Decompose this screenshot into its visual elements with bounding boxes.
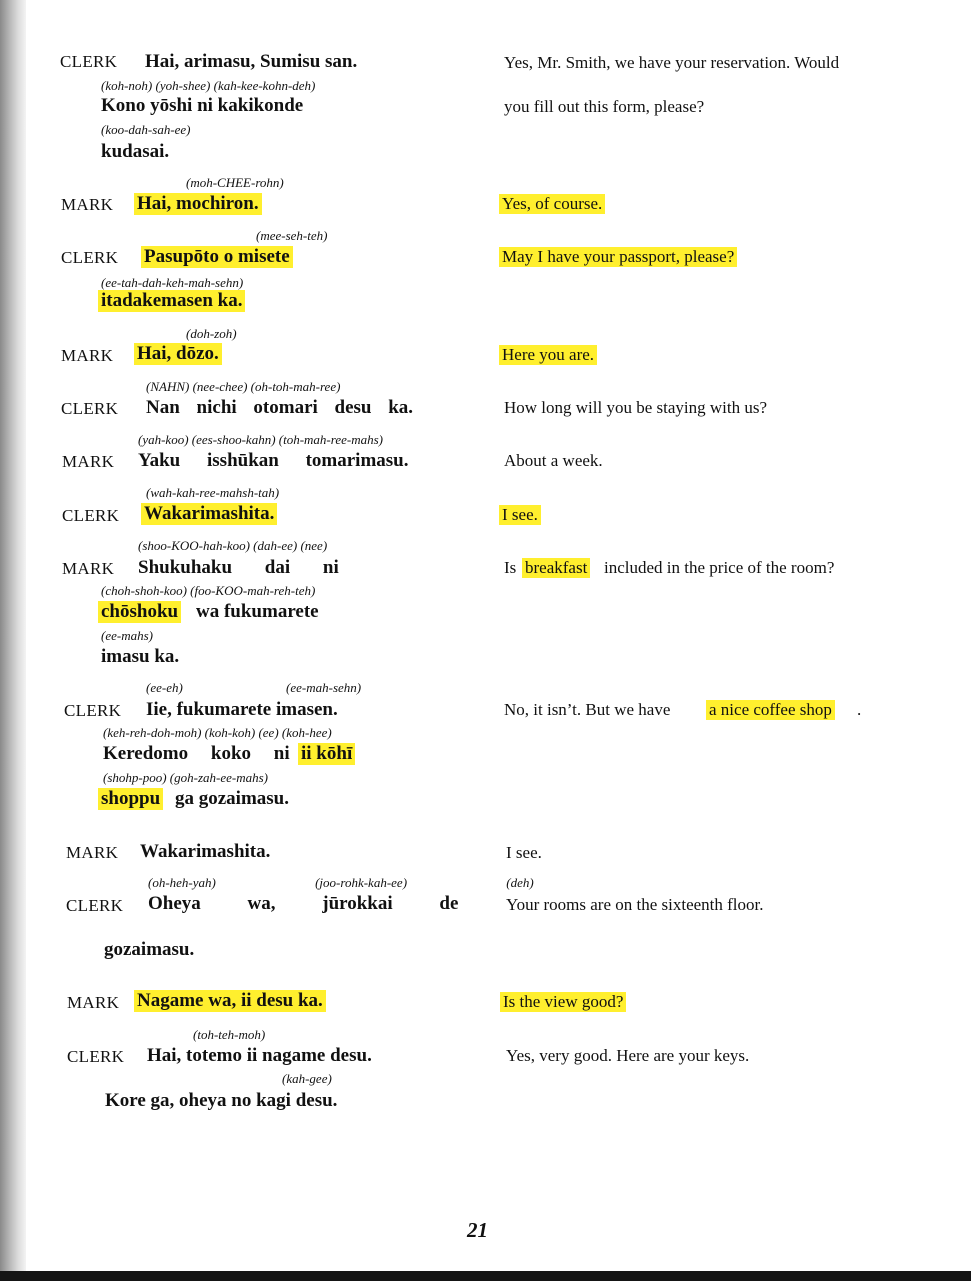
page-number: 21 (467, 1218, 488, 1242)
english-translation: Is (504, 558, 517, 577)
pronunciation-guide: (kah-gee) (282, 1071, 332, 1086)
pronunciation-guide: (moh-CHEE-rohn) (186, 175, 284, 190)
english-translation: . (857, 700, 862, 719)
speaker-label: CLERK (67, 1047, 125, 1066)
english-translation-highlighted: a nice coffee shop (706, 700, 835, 720)
japanese-line-highlighted: shoppu (98, 788, 163, 810)
pronunciation-guide: (ee-tah-dah-keh-mah-sehn) (101, 275, 244, 290)
pronunciation-guide: (shoo-KOO-hah-koo) (dah-ee) (nee) (138, 538, 328, 553)
speaker-label: MARK (62, 452, 115, 471)
speaker-label: MARK (62, 559, 115, 578)
japanese-line: Wakarimashita. (140, 841, 271, 862)
pronunciation-guide: (keh-reh-doh-moh) (koh-koh) (ee) (koh-hee) (103, 725, 332, 740)
english-translation: No, it isn’t. But we have (504, 700, 671, 719)
pronunciation-guide: (NAHN) (nee-chee) (oh-toh-mah-ree) (146, 379, 341, 394)
pronunciation-guide: (oh-heh-yah) (joo-rohk-kah-ee) (deh) (148, 875, 534, 890)
speaker-label: CLERK (61, 399, 119, 418)
japanese-line-highlighted: Hai, mochiron. (134, 193, 262, 215)
english-translation: you fill out this form, please? (504, 97, 705, 116)
english-translation: Yes, Mr. Smith, we have your reservation. Would (504, 53, 840, 72)
pronunciation-guide: (koh-noh) (yoh-shee) (kah-kee-kohn-deh) (101, 78, 316, 93)
english-translation-highlighted: Yes, of course. (499, 194, 605, 214)
pronunciation-guide: (choh-shoh-koo) (foo-KOO-mah-reh-teh) (101, 583, 316, 598)
english-translation-highlighted: Is the view good? (500, 992, 626, 1012)
english-translation-highlighted: I see. (499, 505, 541, 525)
english-translation: How long will you be staying with us? (504, 398, 768, 417)
japanese-line-highlighted: ii kōhī (298, 743, 355, 765)
pronunciation-guide: (toh-teh-moh) (193, 1027, 266, 1042)
speaker-label: MARK (67, 993, 120, 1012)
english-translation-highlighted: breakfast (522, 558, 590, 578)
speaker-label: CLERK (60, 52, 118, 71)
english-translation: included in the price of the room? (604, 558, 835, 577)
pronunciation-guide: (koo-dah-sah-ee) (101, 122, 191, 137)
english-translation-highlighted: May I have your passport, please? (499, 247, 737, 267)
english-translation: I see. (506, 843, 542, 862)
speaker-label: MARK (61, 346, 114, 365)
japanese-line: kudasai. (101, 141, 170, 162)
english-translation: Yes, very good. Here are your keys. (506, 1046, 750, 1065)
japanese-line-highlighted: Pasupōto o misete (141, 246, 293, 268)
japanese-line: imasu ka. (101, 646, 180, 667)
japanese-line: Oheya wa, jūrokkai de (148, 893, 459, 914)
pronunciation-guide: (ee-mahs) (101, 628, 153, 643)
english-translation: About a week. (504, 451, 603, 470)
japanese-line: gozaimasu. (104, 939, 195, 960)
japanese-line: Kono yōshi ni kakikonde (101, 95, 304, 116)
japanese-line-highlighted: Hai, dōzo. (134, 343, 222, 365)
pronunciation-guide: (yah-koo) (ees-shoo-kahn) (toh-mah-ree-mahs) (138, 432, 383, 447)
japanese-line: Iie, fukumarete imasen. (146, 699, 338, 720)
japanese-line-highlighted: Wakarimashita. (141, 503, 277, 525)
japanese-line: ga gozaimasu. (175, 788, 289, 809)
scan-bottom-edge (0, 1271, 971, 1281)
speaker-label: CLERK (61, 248, 119, 267)
japanese-line: wa fukumarete (196, 601, 319, 622)
pronunciation-guide: (doh-zoh) (186, 326, 237, 341)
english-translation: Your rooms are on the sixteenth floor. (506, 895, 764, 914)
japanese-line: Hai, arimasu, Sumisu san. (145, 51, 358, 72)
speaker-label: CLERK (62, 506, 120, 525)
japanese-line-highlighted: chōshoku (98, 601, 181, 623)
japanese-line-highlighted: Nagame wa, ii desu ka. (134, 990, 326, 1012)
japanese-line: Yaku isshūkan tomarimasu. (138, 450, 409, 471)
pronunciation-guide: (mee-seh-teh) (256, 228, 328, 243)
japanese-line: Kore ga, oheya no kagi desu. (105, 1090, 338, 1111)
japanese-line: Hai, totemo ii nagame desu. (147, 1045, 372, 1066)
speaker-label: CLERK (64, 701, 122, 720)
speaker-label: CLERK (66, 896, 124, 915)
pronunciation-guide: (wah-kah-ree-mahsh-tah) (146, 485, 280, 500)
japanese-line-highlighted: itadakemasen ka. (98, 290, 245, 312)
japanese-line: Nan nichi otomari desu ka. (146, 397, 414, 418)
speaker-label: MARK (66, 843, 119, 862)
speaker-label: MARK (61, 195, 114, 214)
japanese-line: Shukuhaku dai ni (138, 557, 339, 578)
pronunciation-guide: (ee-eh) (ee-mah-sehn) (146, 680, 362, 695)
japanese-line: Keredomo koko ni (103, 743, 290, 764)
pronunciation-guide: (shohp-poo) (goh-zah-ee-mahs) (103, 770, 268, 785)
english-translation-highlighted: Here you are. (499, 345, 597, 365)
